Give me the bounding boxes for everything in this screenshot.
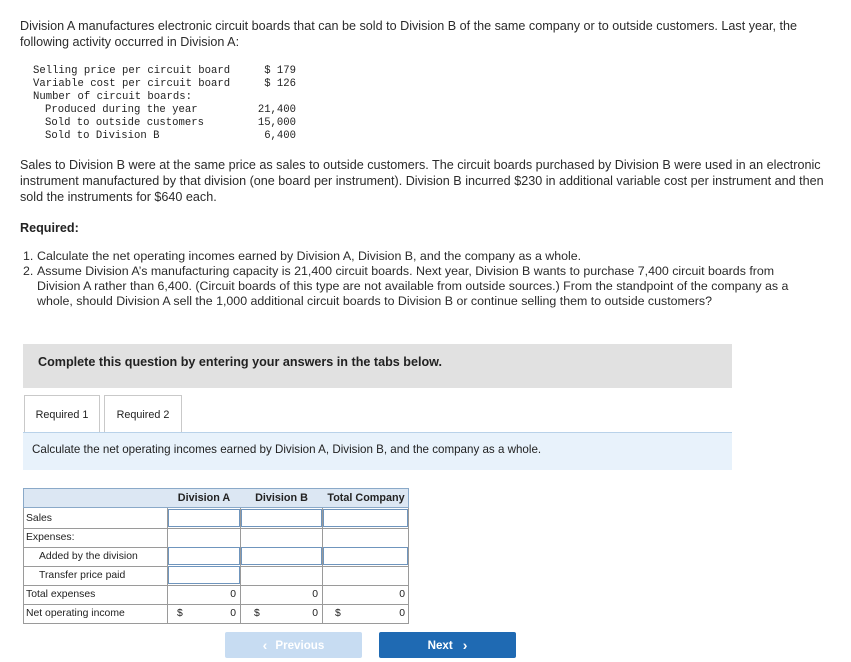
total-expenses-total-company: 0 (399, 589, 405, 600)
data-value: $ 126 (264, 78, 296, 90)
noi-total-company: 0 (399, 608, 405, 619)
requirement-item (20, 264, 810, 309)
sales-division-b-input[interactable] (241, 509, 322, 527)
row-divider (23, 604, 409, 605)
data-label: Sold to outside customers (45, 117, 204, 129)
instructions-banner (23, 344, 732, 388)
total-expenses-division-b: 0 (312, 589, 318, 600)
requirement-text: Assume Division A’s manufacturing capacity is 21,400 circuit boards. Next year, Division B wants to purchase 7,400 circuit boards from Division A rather than 6,400. (Circuit boards of this type are not available from outside sources.) From the standpoint of the company as a whole, should Division A sell the 1,000 additional circuit boards to Division B or continue selling them to outside customers? (37, 264, 789, 308)
instruction-text: Calculate the net operating incomes earned by Division A, Division B, and the company as a whole. (32, 443, 542, 456)
tab-required-1[interactable]: Required 1 (24, 395, 100, 433)
row-label-net-operating-income: Net operating income (26, 608, 125, 619)
data-value: 6,400 (264, 130, 296, 142)
sales-total-company-input[interactable] (323, 509, 408, 527)
currency-symbol: $ (177, 608, 183, 619)
instruction-panel (23, 432, 732, 470)
problem-intro: Division A manufactures electronic circuit boards that can be sold to Division B of the same company or to outside customers. Last year, the following activity occurred in Division A: (20, 19, 797, 49)
data-value: 15,000 (257, 117, 296, 129)
data-value: 21,400 (257, 104, 296, 116)
chevron-left-icon: ‹ (262, 637, 268, 653)
column-divider (408, 508, 409, 624)
next-button[interactable] (379, 632, 516, 658)
requirement-number: 2. (23, 264, 34, 278)
added-division-a-input[interactable] (168, 547, 240, 565)
previous-button[interactable] (225, 632, 362, 658)
sales-paragraph: Sales to Division B were at the same price as sales to outside customers. The circuit boards purchased by Division B were used in an electronic instrument manufactured by that division (one board per instrument). Division B incurred $230 in additional variable cost per instrument and then sold the instruments for $640 each. (20, 158, 824, 204)
row-label-transfer-price: Transfer price paid (39, 570, 126, 581)
header-division-a: Division A (177, 491, 231, 504)
required-title: Required: (20, 221, 79, 235)
noi-division-a: 0 (230, 608, 236, 619)
added-total-company-input[interactable] (323, 547, 408, 565)
chevron-right-icon: › (462, 637, 468, 653)
header-division-b: Division B (255, 491, 308, 504)
row-label-expenses: Expenses: (26, 532, 75, 543)
row-divider (23, 528, 409, 529)
previous-label: Previous (275, 638, 325, 652)
row-label-sales: Sales (26, 513, 52, 524)
next-label: Next (427, 638, 453, 652)
data-label: Variable cost per circuit board (33, 78, 231, 90)
banner-text: Complete this question by entering your answers in the tabs below. (38, 355, 442, 369)
transfer-division-a-input[interactable] (168, 566, 240, 584)
answer-table (23, 488, 409, 624)
currency-symbol: $ (254, 608, 260, 619)
requirements-list (20, 249, 810, 309)
row-divider (23, 585, 409, 586)
data-label: Selling price per circuit board (33, 65, 231, 77)
currency-symbol: $ (335, 608, 341, 619)
noi-division-b: 0 (312, 608, 318, 619)
data-label: Number of circuit boards: (33, 91, 192, 103)
header-total-company: Total Company (327, 491, 405, 504)
tab-required-2[interactable]: Required 2 (104, 395, 182, 433)
requirement-item (20, 249, 810, 264)
requirement-number: 1. (23, 249, 34, 263)
data-value: $ 179 (264, 65, 296, 77)
row-label-total-expenses: Total expenses (26, 589, 96, 600)
data-label: Sold to Division B (45, 130, 160, 142)
data-label: Produced during the year (45, 104, 198, 116)
requirement-text: Calculate the net operating incomes earned by Division A, Division B, and the company as a whole. (37, 249, 582, 263)
row-divider (23, 623, 409, 624)
column-divider (23, 508, 24, 624)
sales-division-a-input[interactable] (168, 509, 240, 527)
row-label-added-by-division: Added by the division (39, 551, 138, 562)
added-division-b-input[interactable] (241, 547, 322, 565)
total-expenses-division-a: 0 (230, 589, 236, 600)
